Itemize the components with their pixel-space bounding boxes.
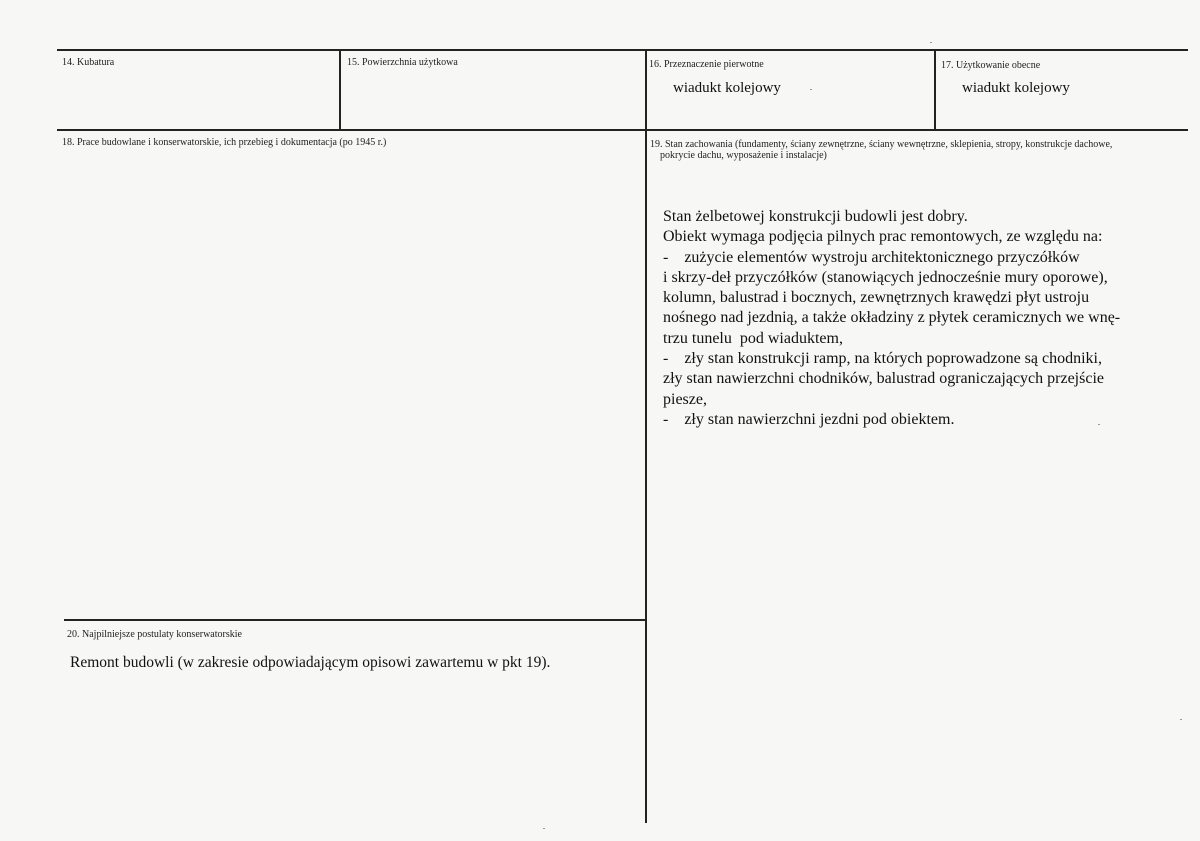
field-19-line: trzu tunelu pod wiaduktem,	[663, 329, 843, 347]
field-17-label: 17. Użytkowanie obecne	[941, 60, 1041, 71]
field-19-label-line: 19. Stan zachowania (fundamenty, ściany zewnętrzne, ściany wewnętrzne, sklepienia, stropy, konstrukcje dachowe,	[650, 139, 1113, 150]
field-19-label	[650, 139, 1112, 161]
field-20-value: Remont budowli (w zakresie odpowiadającym opisowi zawartemu w pkt 19).	[70, 654, 551, 671]
field-16-label: 16. Przeznaczenie pierwotne	[649, 59, 764, 70]
field-19-line: zły stan nawierzchni chodników, balustrad ograniczających przejście	[663, 370, 1104, 388]
field-19-line: nośnego nad jezdnią, a także okładziny z płytek ceramicznych we wnę-	[663, 309, 1121, 327]
middle-rule	[57, 129, 1188, 131]
field-19-line: kolumn, balustrad i bocznych, zewnętrznych krawędzi płyt ustroju	[663, 289, 1090, 307]
scan-speck	[1098, 424, 1100, 425]
field-19-label-line: pokrycie dachu, wyposażenie i instalacje)	[660, 150, 827, 161]
field-19-line: piesze,	[663, 390, 707, 408]
field-19-line: - zły stan nawierzchni jezdni pod obiektem.	[663, 410, 955, 428]
field-18-label: 18. Prace budowlane i konserwatorskie, ich przebieg i dokumentacja (po 1945 r.)	[62, 137, 387, 148]
field-16-value: wiadukt kolejowy	[673, 80, 781, 96]
field-19-line: - zużycie elementów wystroju architektonicznego przyczółków	[663, 248, 1080, 266]
field-15-label: 15. Powierzchnia użytkowa	[347, 57, 458, 68]
field-19-line: - zły stan konstrukcji ramp, na których poprowadzone są chodniki,	[663, 350, 1102, 368]
top-rule	[57, 49, 1188, 51]
divider-16-17	[934, 49, 936, 131]
divider-14-15	[339, 49, 341, 131]
scan-speck	[543, 828, 545, 829]
field-19-line: i skrzy-deł przyczółków (stanowiących jednocześnie mury oporowe),	[663, 268, 1108, 286]
field-19-text	[663, 207, 1120, 430]
field-17-value: wiadukt kolejowy	[962, 80, 1070, 96]
scan-speck	[810, 89, 812, 90]
scan-speck	[1180, 719, 1182, 720]
scan-speck	[930, 42, 932, 43]
field-19-line: Stan żelbetowej konstrukcji budowli jest dobry.	[663, 208, 968, 225]
field-19-line: Obiekt wymaga podjęcia pilnych prac remontowych, ze względu na:	[663, 228, 1103, 246]
field-14-label: 14. Kubatura	[62, 57, 115, 68]
section-20-rule	[64, 619, 646, 621]
divider-main	[645, 49, 647, 823]
field-20-label: 20. Najpilniejsze postulaty konserwatorskie	[67, 629, 242, 640]
